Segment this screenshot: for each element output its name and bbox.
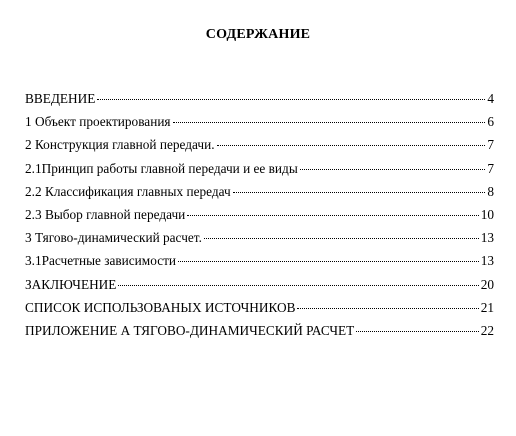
toc-page-number: 7: [487, 160, 494, 176]
toc-page-number: 8: [487, 183, 494, 199]
toc-page-number: 22: [480, 322, 494, 338]
toc-entry-text: 2.2 Классификация главных передач: [25, 183, 231, 199]
toc-page-number: 7: [487, 137, 494, 153]
toc-dot-leader: [300, 169, 486, 170]
toc-dot-leader: [217, 145, 486, 146]
toc-entry-appendix-a[interactable]: [25, 322, 494, 345]
toc-dot-leader: [173, 122, 486, 123]
toc-entry-references[interactable]: [25, 299, 494, 322]
toc-entry-section-2-1[interactable]: [25, 160, 494, 183]
toc-page-number: 20: [480, 276, 494, 292]
toc-entry-text: ВВЕДЕНИЕ: [25, 91, 96, 106]
toc-entry-text: ПРИЛОЖЕНИЕ А ТЯГОВО-ДИНАМИЧЕСКИЙ РАСЧЕТ: [25, 322, 355, 338]
toc-dot-leader: [178, 261, 479, 262]
toc-dot-leader: [118, 285, 478, 286]
toc-page-number: 13: [480, 253, 494, 269]
toc-title: СОДЕРЖАНИЕ: [205, 27, 311, 42]
toc-entry-text: 2.3 Выбор главной передачи: [25, 206, 186, 222]
toc-entry-section-3[interactable]: [25, 229, 494, 252]
toc-page-number: 21: [480, 299, 494, 315]
toc-entry-conclusion[interactable]: [25, 276, 494, 299]
toc-page-number: 4: [487, 91, 494, 106]
toc-dot-leader: [356, 331, 478, 332]
toc-entry-text: 1 Объект проектирования: [25, 114, 171, 130]
toc-dot-leader: [297, 308, 478, 309]
toc-entry-text: ЗАКЛЮЧЕНИЕ: [25, 276, 117, 292]
toc-entry-section-3-1[interactable]: [25, 252, 494, 275]
toc-entry-section-1[interactable]: [25, 113, 494, 136]
toc-entry-text: СПИСОК ИСПОЛЬЗОВАНЫХ ИСТОЧНИКОВ: [25, 299, 296, 315]
toc-entry-introduction[interactable]: [25, 90, 494, 113]
toc-entry-text: 3.1Расчетные зависимости: [25, 253, 177, 269]
toc-page-number: 13: [480, 230, 494, 246]
toc-dot-leader: [204, 238, 479, 239]
toc-entry-section-2-2[interactable]: [25, 183, 494, 206]
toc-entry-text: 2.1Принцип работы главной передачи и ее виды: [25, 160, 298, 176]
toc-entry-section-2-3[interactable]: [25, 206, 494, 229]
toc-dot-leader: [97, 99, 485, 100]
table-of-contents: [25, 90, 494, 345]
toc-entry-text: 2 Конструкция главной передачи.: [25, 137, 215, 153]
toc-entry-text: 3 Тягово-динамический расчет.: [25, 230, 202, 246]
toc-entry-section-2[interactable]: [25, 136, 494, 159]
toc-page-number: 10: [480, 206, 494, 222]
toc-page-number: 6: [487, 114, 494, 130]
toc-dot-leader: [187, 215, 478, 216]
toc-dot-leader: [233, 192, 486, 193]
